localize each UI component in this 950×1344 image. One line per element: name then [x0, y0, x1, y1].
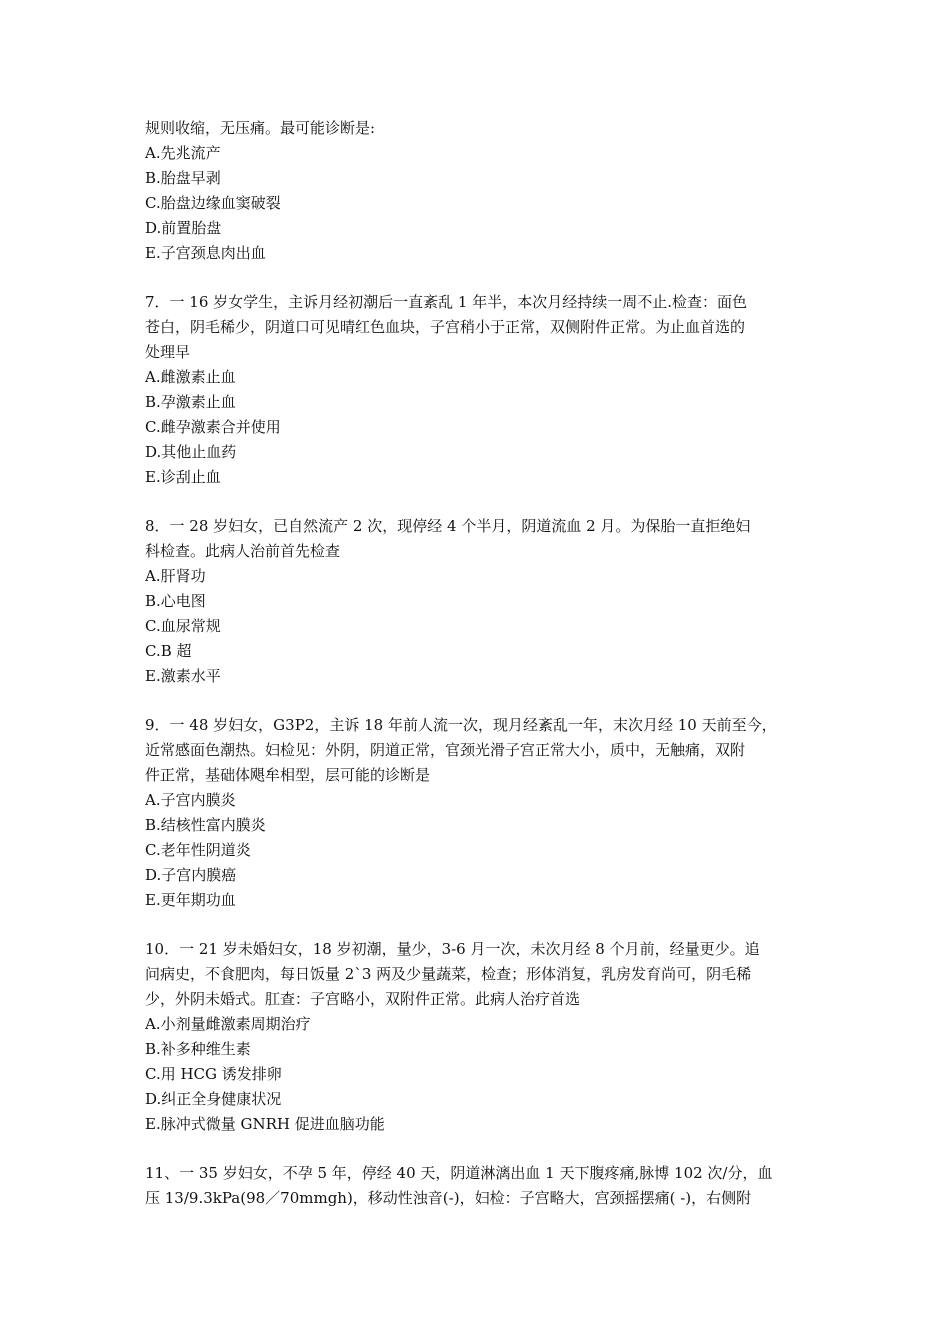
question-stem-line: 处理早 [145, 343, 191, 361]
question-stem-line: 10．一 21 岁未婚妇女，18 岁初潮，量少，3-6 月一次，未次月经 8 个月前，经量更少。追 [145, 940, 760, 958]
question-stem-line: 11、一 35 岁妇女，不孕 5 年，停经 40 天，阴道淋漓出血 1 天下腹疼痛,脉博 102 次/分，血 [145, 1164, 773, 1182]
option-a: A.子宫内膜炎 [145, 791, 236, 809]
question-stem-line: 件正常，基础体飓牟相型，层可能的诊断是 [145, 766, 431, 784]
option-b: B.心电图 [145, 592, 206, 610]
option-a: A.先兆流产 [145, 144, 221, 162]
question-stem-line: 科检查。此病人治前首先检查 [145, 542, 341, 560]
option-b: B.胎盘早剥 [145, 169, 221, 187]
spacer [145, 689, 810, 713]
question-10 [145, 937, 810, 1137]
option-d: C.B 超 [145, 642, 192, 660]
option-a: A.小剂量雌激素周期治疗 [145, 1015, 311, 1033]
spacer [145, 913, 810, 937]
question-stem-line: 苍白，阴毛稀少，阴道口可见晴红色血块，子宫稍小于正常，双侧附件正常。为止血首选的 [145, 318, 746, 336]
option-c: C.老年性阴道炎 [145, 841, 251, 859]
option-c: C.血尿常规 [145, 617, 221, 635]
question-stem-line: 少，外阴未婚式。肛查：子宫略小，双附件正常。此病人治疗首选 [145, 990, 581, 1008]
question-stem-line: 问病史，不食肥肉，每日饭量 2`3 两及少量蔬菜，检查；形体消复，乳房发育尚可，阴毛稀 [145, 965, 752, 983]
option-b: B.孕激素止血 [145, 393, 236, 411]
option-b: B.结核性富内膜炎 [145, 816, 266, 834]
option-c: C.用 HCG 诱发排卵 [145, 1065, 282, 1083]
question-stem-line: 近常感面色潮热。妇检见：外阴，阴道正常，官颈光滑子宫正常大小，质中，无触痛，双附 [145, 741, 746, 759]
question-fragment [145, 116, 810, 266]
option-d: D.前置胎盘 [145, 219, 222, 237]
option-e: E.更年期功血 [145, 891, 236, 909]
question-stem-line: 9．一 48 岁妇女，G3P2，主诉 18 年前人流一次，现月经紊乱一年，末次月经 10 天前至今， [145, 716, 777, 734]
question-11 [145, 1161, 810, 1211]
option-d: D.其他止血药 [145, 443, 237, 461]
option-e: E.子宫颈息肉出血 [145, 244, 266, 262]
option-d: D.纠正全身健康状况 [145, 1090, 282, 1108]
option-d: D.子宫内膜癌 [145, 866, 237, 884]
option-c: C.雌孕激素合并使用 [145, 418, 281, 436]
question-stem-line: 7．一 16 岁女学生，主诉月经初潮后一直紊乱 1 年半，本次月经持续一周不止.检查：面色 [145, 293, 748, 311]
option-b: B.补多种维生素 [145, 1040, 251, 1058]
option-a: A.雌激素止血 [145, 368, 236, 386]
question-stem-line: 规则收缩，无压痛。最可能诊断是: [145, 119, 376, 137]
option-e: E.激素水平 [145, 667, 221, 685]
document-content [145, 116, 810, 1211]
option-a: A.肝肾功 [145, 567, 206, 585]
spacer [145, 1137, 810, 1161]
option-e: E.脉冲式微量 GNRH 促进血脑功能 [145, 1115, 385, 1133]
question-8 [145, 514, 810, 689]
question-7 [145, 290, 810, 490]
spacer [145, 266, 810, 290]
option-e: E.诊刮止血 [145, 468, 221, 486]
spacer [145, 490, 810, 514]
option-c: C.胎盘边缘血窦破裂 [145, 194, 281, 212]
question-stem-line: 8．一 28 岁妇女，已自然流产 2 次，现停经 4 个半月，阴道流血 2 月。为保胎一直拒绝妇 [145, 517, 751, 535]
question-stem-line: 压 13/9.3kPa(98／70mmgh)，移动性浊音(-)，妇检：子宫略大，宫颈摇摆痛( -)，右侧附 [145, 1189, 752, 1207]
question-9 [145, 713, 810, 913]
